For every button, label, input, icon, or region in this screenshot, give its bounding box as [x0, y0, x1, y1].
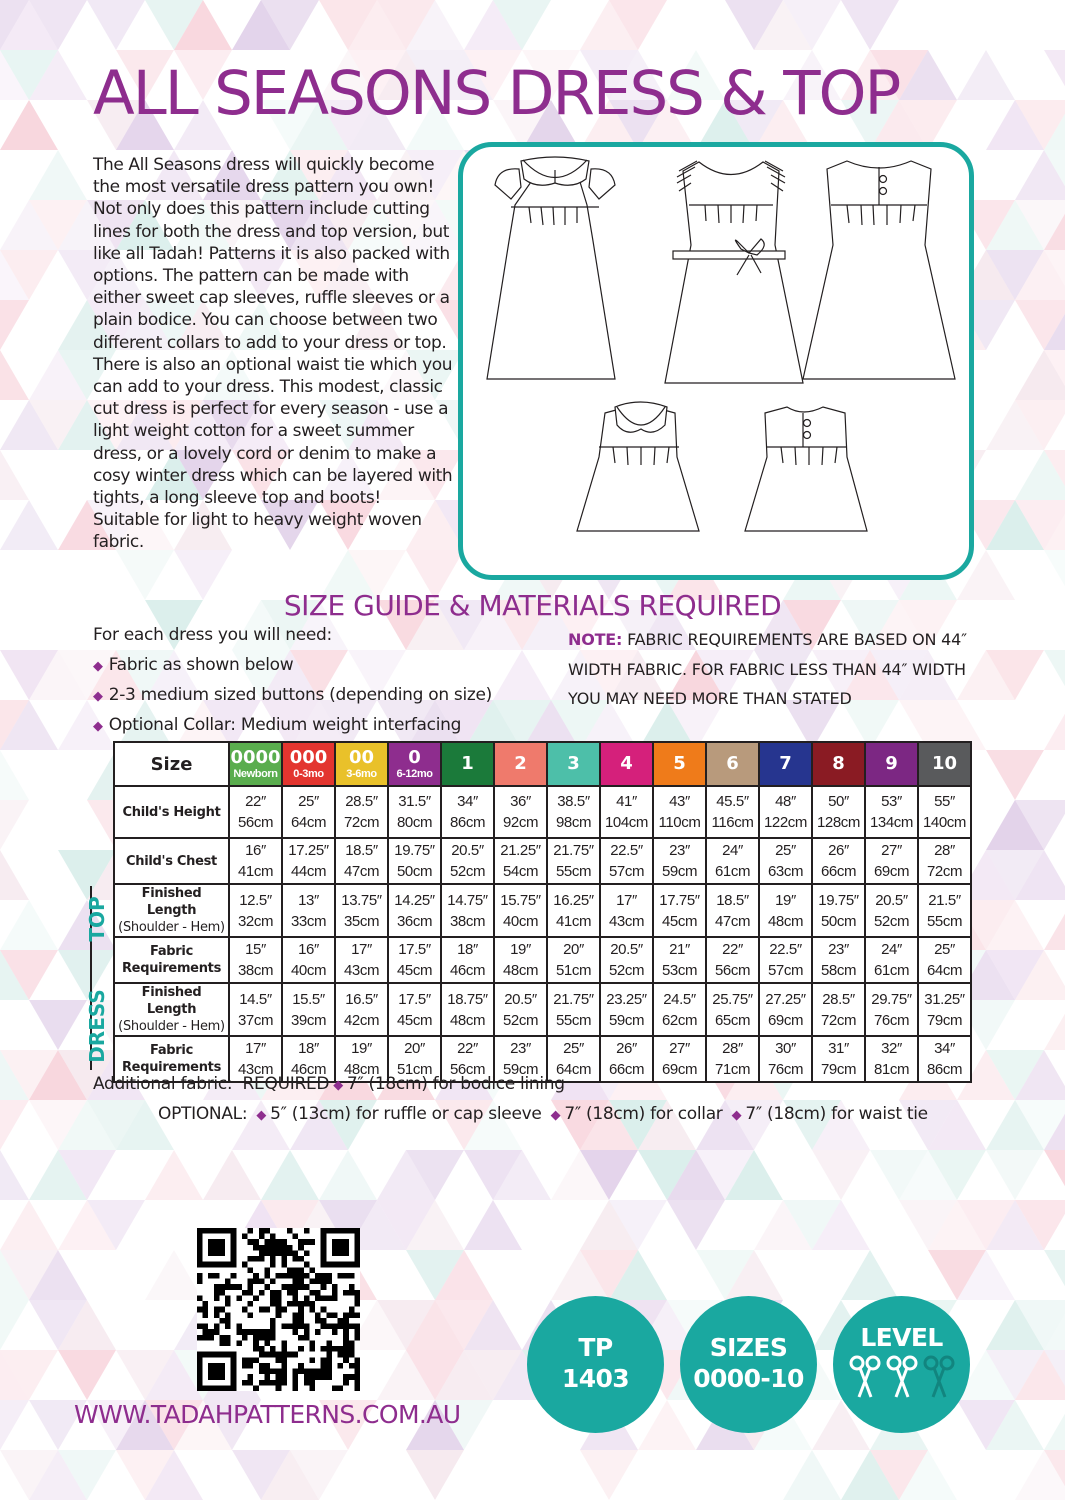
table-cell: 48″ 122cm: [759, 786, 812, 838]
top-back-buttons-icon: [745, 407, 867, 531]
table-cell: 28.5″ 72cm: [812, 983, 865, 1036]
table-cell: 16″ 40cm: [282, 937, 335, 983]
list-item: ◆ 2-3 medium sized buttons (depending on size): [93, 685, 492, 705]
size-table: [113, 741, 972, 1083]
scissors-icon: [851, 1357, 879, 1397]
table-cell: 20″ 51cm: [388, 1036, 441, 1082]
diamond-bullet-icon: ◆: [93, 719, 103, 734]
size-3-header: 3: [547, 742, 600, 786]
diamond-bullet-icon: ◆: [550, 1108, 561, 1123]
page-title: ALL SEASONS DRESS & TOP: [93, 58, 900, 129]
table-cell: 23″ 59cm: [494, 1036, 547, 1082]
table-cell: 17″ 43cm: [335, 937, 388, 983]
table-cell: 28″ 71cm: [706, 1036, 759, 1082]
table-cell: 20.5″ 52cm: [600, 937, 653, 983]
row-label: Finished Length (Shoulder - Hem): [114, 884, 229, 937]
table-cell: 22″ 56cm: [706, 937, 759, 983]
group-label-top: TOP: [85, 896, 109, 942]
table-cell: 27.25″ 69cm: [759, 983, 812, 1036]
table-cell: 28.5″ 72cm: [335, 786, 388, 838]
diamond-bullet-icon: ◆: [256, 1108, 267, 1123]
table-cell: 24″ 61cm: [865, 937, 918, 983]
table-cell: 18.5″ 47cm: [706, 884, 759, 937]
table-cell: 17.5″ 45cm: [388, 983, 441, 1036]
table-row: [114, 884, 971, 937]
size-00-header: 00 3-6mo: [335, 742, 388, 786]
table-cell: 31.25″ 79cm: [918, 983, 971, 1036]
table-cell: 17.75″ 45cm: [653, 884, 706, 937]
table-cell: 16.5″ 42cm: [335, 983, 388, 1036]
table-row: [114, 937, 971, 983]
top-peter-pan-collar-icon: [577, 402, 699, 531]
table-cell: 31.5″ 80cm: [388, 786, 441, 838]
table-cell: 25″ 64cm: [547, 1036, 600, 1082]
diamond-bullet-icon: ◆: [93, 689, 103, 704]
fabric-note: [568, 625, 988, 714]
table-cell: 18.75″ 48cm: [441, 983, 494, 1036]
dress-back-buttons-icon: [803, 161, 955, 379]
table-cell: 22.5″ 57cm: [759, 937, 812, 983]
intro-text: [93, 154, 458, 554]
size-4-header: 4: [600, 742, 653, 786]
table-cell: 25″ 64cm: [918, 937, 971, 983]
table-cell: 34″ 86cm: [441, 786, 494, 838]
list-item: ◆ Optional Collar: Medium weight interfacing: [93, 715, 462, 735]
size-1-header: 1: [441, 742, 494, 786]
table-cell: 14.75″ 38cm: [441, 884, 494, 937]
table-cell: 21″ 53cm: [653, 937, 706, 983]
table-cell: 24″ 61cm: [706, 838, 759, 884]
table-cell: 18.5″ 47cm: [335, 838, 388, 884]
table-row: [114, 786, 971, 838]
table-cell: 22″ 56cm: [229, 786, 282, 838]
materials-intro: For each dress you will need:: [93, 625, 332, 645]
table-cell: 17″ 43cm: [600, 884, 653, 937]
table-cell: 22.5″ 57cm: [600, 838, 653, 884]
size-8-header: 8: [812, 742, 865, 786]
table-cell: 17.25″ 44cm: [282, 838, 335, 884]
table-cell: 25″ 63cm: [759, 838, 812, 884]
level-scissors: [847, 1353, 957, 1405]
size-6-header: 6: [706, 742, 759, 786]
pattern-number-badge: TP 1403: [527, 1296, 664, 1433]
table-cell: 17.5″ 45cm: [388, 937, 441, 983]
note-text: FABRIC REQUIREMENTS ARE BASED ON 44″ WIDTH FABRIC. FOR FABRIC LESS THAN 44″ WIDTH YOU MAY NEED MORE THAN STATED: [568, 630, 967, 708]
intro-description: The All Seasons dress will quickly become the most versatile dress pattern you own! Not only does this pattern include cutting lines for both the dress and top version, but like all Tadah! Patterns it is also packed with options. The pattern can be made with either sweet cap sleeves, ruffle sleeves or a plain bodice. You can choose between two different collars to add to your dress or top. There is also an optional waist tie which you can add to your dress. This modest, classic cut dress is perfect for every season - use a light weight cotton for a sweet summer dress, or a lovely cord or denim to make a cosy winter dress which can be layered with tights, a long sleeve top and boots!: [93, 155, 453, 509]
dress-ruffle-sleeve-waist-tie-icon: [665, 161, 803, 383]
diamond-bullet-icon: ◆: [93, 659, 103, 674]
table-cell: 23.25″ 59cm: [600, 983, 653, 1036]
size-5-header: 5: [653, 742, 706, 786]
garment-illustrations: [463, 147, 969, 575]
materials-list: [93, 654, 492, 744]
list-item: ◆ Fabric as shown below: [93, 655, 294, 675]
website-link[interactable]: WWW.TADAHPATTERNS.COM.AU: [74, 1400, 461, 1429]
scissors-icon: [888, 1357, 916, 1397]
note-label: NOTE:: [568, 630, 623, 649]
table-cell: 21.75″ 55cm: [547, 838, 600, 884]
row-label: Finished Length (Shoulder - Hem): [114, 983, 229, 1036]
table-cell: 43″ 110cm: [653, 786, 706, 838]
table-cell: 27″ 69cm: [865, 838, 918, 884]
table-cell: 38.5″ 98cm: [547, 786, 600, 838]
diamond-bullet-icon: ◆: [731, 1108, 742, 1123]
group-label-dress: DRESS: [85, 989, 109, 1063]
table-cell: 15″ 38cm: [229, 937, 282, 983]
table-cell: 13″ 33cm: [282, 884, 335, 937]
qr-code-icon[interactable]: [197, 1228, 360, 1391]
table-cell: 28″ 72cm: [918, 838, 971, 884]
row-label: Fabric Requirements: [114, 937, 229, 983]
table-cell: 21.5″ 55cm: [918, 884, 971, 937]
table-cell: 21.75″ 55cm: [547, 983, 600, 1036]
table-cell: 32″ 81cm: [865, 1036, 918, 1082]
size-header-row: [114, 742, 971, 786]
table-cell: 19″ 48cm: [335, 1036, 388, 1082]
table-cell: 13.75″ 35cm: [335, 884, 388, 937]
table-cell: 21.25″ 54cm: [494, 838, 547, 884]
table-cell: 20.5″ 52cm: [494, 983, 547, 1036]
table-cell: 18″ 46cm: [441, 937, 494, 983]
intro-fabric-suitability: Suitable for light to heavy weight woven fabric.: [93, 510, 422, 553]
table-cell: 19″ 48cm: [494, 937, 547, 983]
table-cell: 12.5″ 32cm: [229, 884, 282, 937]
table-cell: 31″ 79cm: [812, 1036, 865, 1082]
table-cell: 16″ 41cm: [229, 838, 282, 884]
table-cell: 30″ 76cm: [759, 1036, 812, 1082]
size-10-header: 10: [918, 742, 971, 786]
size-column-header: Size: [114, 742, 229, 786]
table-cell: 27″ 69cm: [653, 1036, 706, 1082]
table-cell: 19″ 48cm: [759, 884, 812, 937]
table-cell: 53″ 134cm: [865, 786, 918, 838]
table-cell: 41″ 104cm: [600, 786, 653, 838]
size-2-header: 2: [494, 742, 547, 786]
size-guide-heading: SIZE GUIDE & MATERIALS REQUIRED: [283, 589, 782, 622]
row-label: Child's Chest: [114, 838, 229, 884]
table-cell: 18″ 46cm: [282, 1036, 335, 1082]
table-cell: 23″ 59cm: [653, 838, 706, 884]
table-cell: 14.25″ 36cm: [388, 884, 441, 937]
table-cell: 34″ 86cm: [918, 1036, 971, 1082]
table-cell: 55″ 140cm: [918, 786, 971, 838]
table-cell: 23″ 58cm: [812, 937, 865, 983]
dress-peter-pan-collar-cap-sleeve-icon: [487, 157, 615, 379]
table-cell: 15.75″ 40cm: [494, 884, 547, 937]
illustration-frame: [458, 142, 974, 580]
diamond-bullet-icon: ◆: [333, 1078, 343, 1093]
table-cell: 45.5″ 116cm: [706, 786, 759, 838]
table-cell: 29.75″ 76cm: [865, 983, 918, 1036]
table-cell: 16.25″ 41cm: [547, 884, 600, 937]
table-cell: 19.75″ 50cm: [812, 884, 865, 937]
table-cell: 22″ 56cm: [441, 1036, 494, 1082]
table-cell: 20″ 51cm: [547, 937, 600, 983]
table-cell: 17″ 43cm: [229, 1036, 282, 1082]
table-cell: 36″ 92cm: [494, 786, 547, 838]
additional-fabric-required: Additional fabric: REQUIRED ◆ 7″ (18cm) for bodice lining: [93, 1074, 565, 1094]
additional-fabric-optional: OPTIONAL: ◆ 5″ (13cm) for ruffle or cap sleeve ◆ 7″ (18cm) for collar ◆ 7″ (18cm) for waist tie: [158, 1104, 928, 1124]
table-cell: 14.5″ 37cm: [229, 983, 282, 1036]
table-cell: 25.75″ 65cm: [706, 983, 759, 1036]
table-cell: 25″ 64cm: [282, 786, 335, 838]
size-000-header: 000 0-3mo: [282, 742, 335, 786]
table-cell: 19.75″ 50cm: [388, 838, 441, 884]
table-row: [114, 838, 971, 884]
table-cell: 20.5″ 52cm: [865, 884, 918, 937]
table-cell: 26″ 66cm: [600, 1036, 653, 1082]
level-badge: LEVEL: [833, 1296, 970, 1433]
table-cell: 20.5″ 52cm: [441, 838, 494, 884]
sizes-badge: SIZES 0000-10: [680, 1296, 817, 1433]
size-7-header: 7: [759, 742, 812, 786]
size-0000-header: 0000 Newborn: [229, 742, 282, 786]
row-label: Fabric Requirements: [114, 1036, 229, 1082]
size-9-header: 9: [865, 742, 918, 786]
table-cell: 26″ 66cm: [812, 838, 865, 884]
row-label: Child's Height: [114, 786, 229, 838]
size-0-header: 0 6-12mo: [388, 742, 441, 786]
scissors-icon: [925, 1357, 953, 1397]
table-cell: 24.5″ 62cm: [653, 983, 706, 1036]
table-row: [114, 983, 971, 1036]
table-cell: 50″ 128cm: [812, 786, 865, 838]
table-cell: 15.5″ 39cm: [282, 983, 335, 1036]
